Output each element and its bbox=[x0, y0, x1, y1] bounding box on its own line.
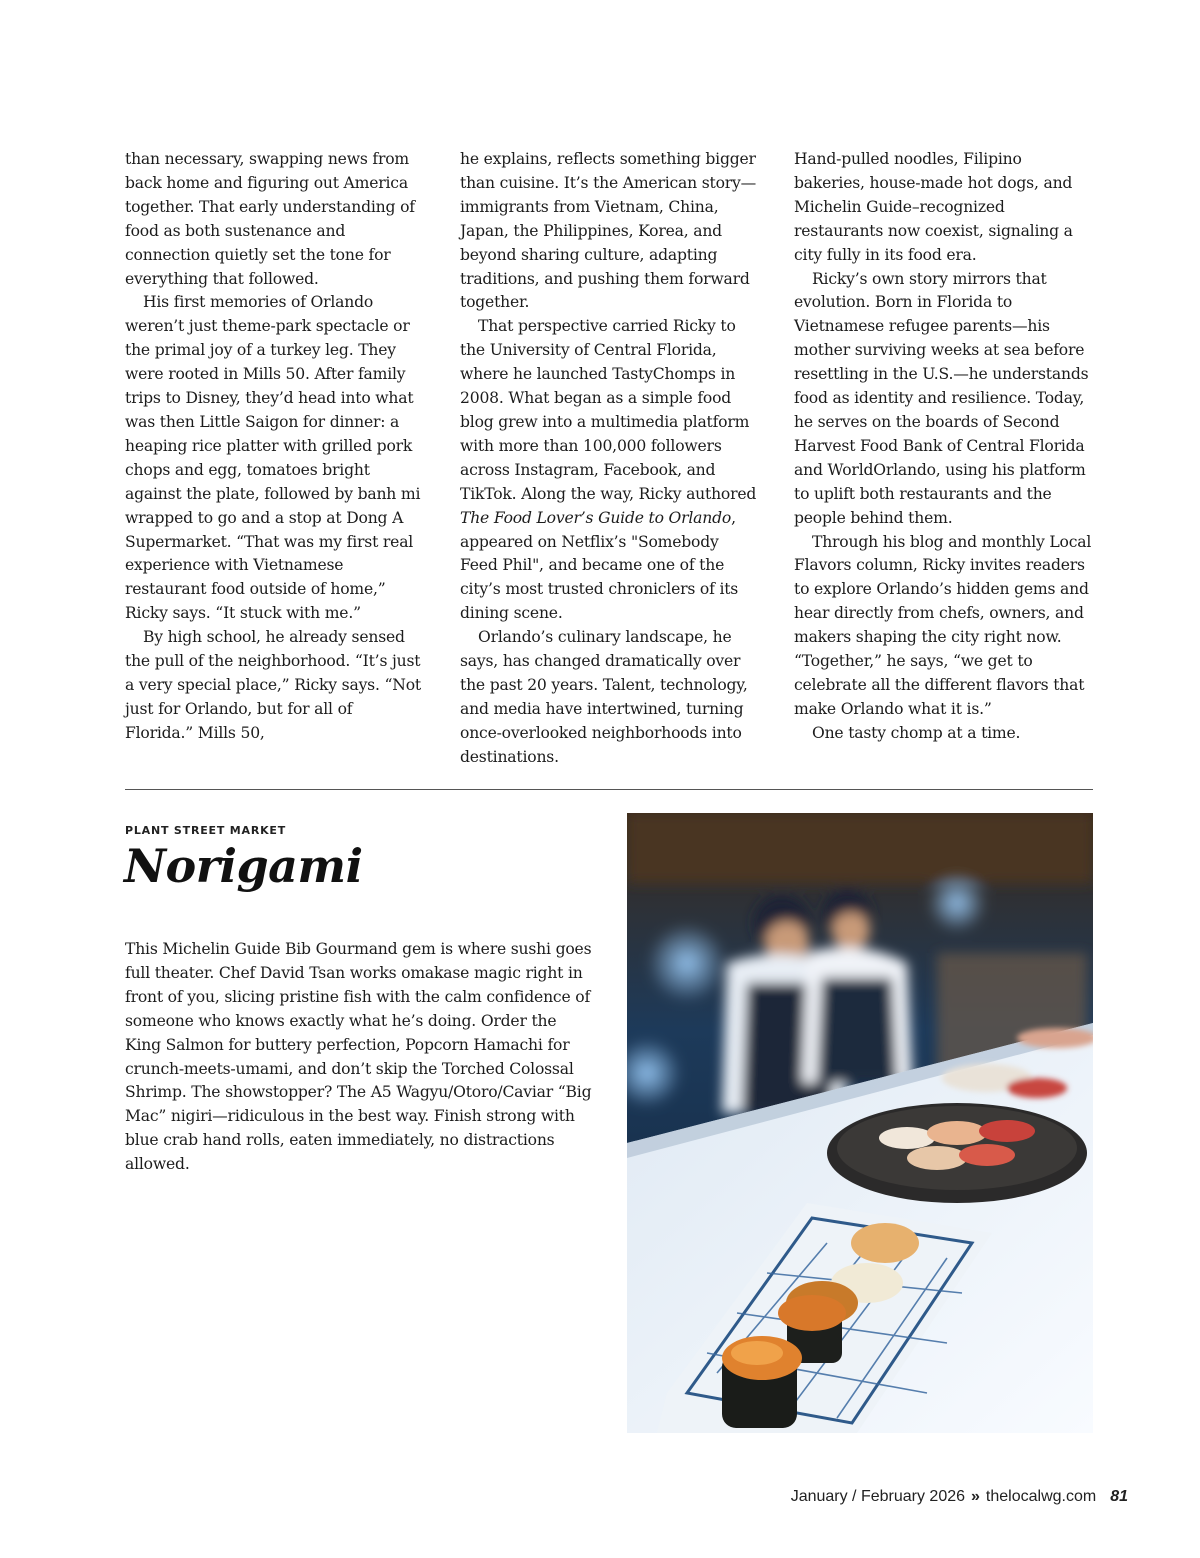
paragraph: Hand-pulled noodles, Filipino bakeries, house-made hot dogs, and Michelin Guide–recognized restaurants now coexist, signaling a city fully in its food era. bbox=[794, 150, 1073, 264]
issue-date: January / February 2026 bbox=[790, 1488, 966, 1505]
paragraph: By high school, he already sensed the pull of the neighborhood. “It’s just a very special place,” Ricky says. “Not just for Orlando, but for all of Florida.” Mills 50, bbox=[125, 628, 421, 742]
paragraph: he explains, reflects something bigger than cuisine. It’s the American story—immigrants from Vietnam, China, Japan, the Philippines, Korea, and beyond sharing culture, adapting traditions, and pushing them forward together. bbox=[460, 150, 757, 312]
paragraph: than necessary, swapping news from back home and figuring out America together. That early understanding of food as both sustenance and connection quietly set the tone for everything that followed. bbox=[125, 150, 415, 288]
site-url: thelocalwg.com bbox=[985, 1488, 1097, 1505]
closing-line: One tasty chomp at a time. bbox=[812, 723, 1021, 742]
paragraph bbox=[460, 315, 760, 626]
separator: » bbox=[971, 1488, 980, 1505]
sushi-photo bbox=[627, 813, 1093, 1433]
feature-kicker: PLANT STREET MARKET bbox=[125, 824, 287, 837]
paragraph-text: That perspective carried Ricky to the University of Central Florida, where he launched TastyChomps in 2008. What began as a simple food blog grew into a multimedia platform with more than 100,000 followers across Instagram, Facebook, and TikTok. Along the way, Ricky authored bbox=[460, 317, 757, 503]
article-column-1 bbox=[125, 148, 425, 746]
paragraph: His first memories of Orlando weren’t just theme-park spectacle or the primal joy of a turkey leg. They were rooted in Mills 50. After family trips to Disney, they’d head into what was then Little Saigon for dinner: a heaping rice platter with grilled pork chops and egg, tomatoes bright against the plate, followed by banh mi wrapped to go and a stop at Dong A Supermarket. “That was my first real experience with Vietnamese restaurant food outside of home,” Ricky says. “It stuck with me.” bbox=[125, 293, 421, 623]
book-title: The Food Lover’s Guide to Orlando bbox=[460, 508, 732, 527]
section-divider bbox=[125, 789, 1093, 790]
feature-title: Norigami bbox=[124, 839, 363, 893]
paragraph: Ricky’s own story mirrors that evolution. Born in Florida to Vietnamese refugee parents—his mother surviving weeks at sea before resettling in the U.S.—he understands food as identity and resilience. Today, he serves on the boards of Second Harvest Food Bank of Central Florida and WorldOrlando, using his platform to uplift both restaurants and the people behind them. bbox=[794, 269, 1089, 527]
article-column-2 bbox=[460, 148, 760, 770]
feature-blurb: This Michelin Guide Bib Gourmand gem is where sushi goes full theater. Chef David Tsan works omakase magic right in front of you, slicing pristine fish with the calm confidence of someone who knows exactly what he’s doing. Order the King Salmon for buttery perfection, Popcorn Hamachi for crunch-meets-umami, and don’t skip the Torched Colossal Shrimp. The showstopper? The A5 Wagyu/Otoro/Caviar “Big Mac” nigiri—ridiculous in the best way. Finish strong with blue crab hand rolls, eaten immediately, no distractions allowed. bbox=[125, 940, 592, 1174]
page-footer bbox=[791, 1488, 1128, 1506]
paragraph-text: , appeared on Netflix’s "Somebody Feed Phil", and became one of the city’s most trusted chroniclers of its dining scene. bbox=[460, 508, 739, 623]
article-column-3 bbox=[794, 148, 1094, 746]
page-number: 81 bbox=[1110, 1488, 1128, 1505]
paragraph: Orlando’s culinary landscape, he says, has changed dramatically over the past 20 years. Talent, technology, and media have intertwined, turning once-overlooked neighborhoods into destinations. bbox=[460, 628, 748, 766]
paragraph: Through his blog and monthly Local Flavors column, Ricky invites readers to explore Orlando’s hidden gems and hear directly from chefs, owners, and makers shaping the city right now. “Together,” he says, “we get to celebrate all the different flavors that make Orlando what it is.” bbox=[794, 532, 1092, 718]
